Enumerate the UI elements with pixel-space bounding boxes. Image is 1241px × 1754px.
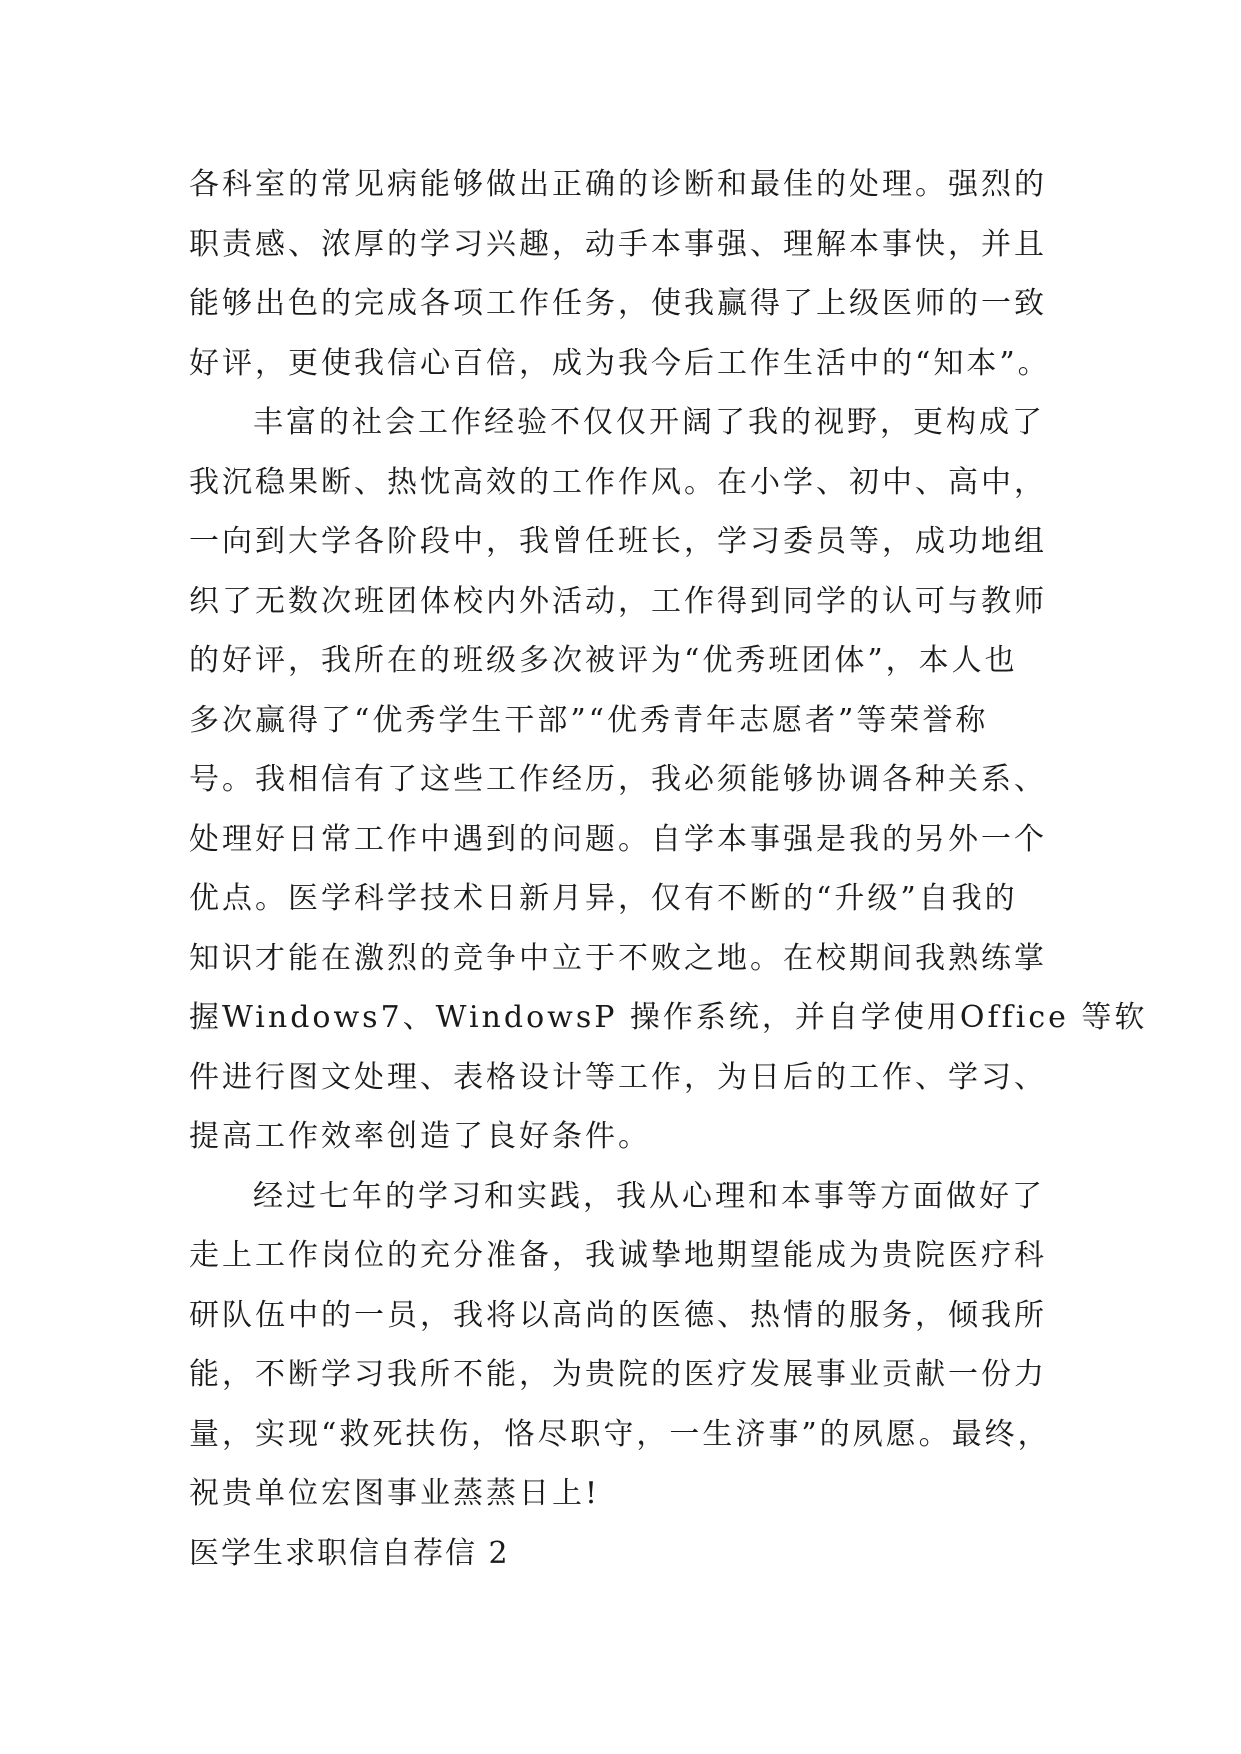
body-line: 多次赢得了“优秀学生干部”“优秀青年志愿者”等荣誉称 <box>189 702 989 738</box>
body-line: 量，实现“救死扶伤，恪尽职守，一生济事”的夙愿。最终， <box>189 1416 1051 1452</box>
body-line: 提高工作效率创造了良好条件。 <box>189 1119 651 1154</box>
body-line: 优点。医学科学技术日新月异，仅有不断的“升级”自我的 <box>189 881 1018 916</box>
body-line: 织了无数次班团体校内外活动，工作得到同学的认可与教师 <box>189 583 1047 619</box>
body-line: 的好评，我所在的班级多次被评为“优秀班团体”，本人也 <box>189 643 1018 678</box>
body-line: 知识才能在激烈的竞争中立于不败之地。在校期间我熟练掌 <box>189 940 1047 976</box>
body-line: 件进行图文处理、表格设计等工作，为日后的工作、学习、 <box>189 1059 1047 1095</box>
body-line: 职责感、浓厚的学习兴趣，动手本事强、理解本事快，并且 <box>189 226 1047 262</box>
paragraph-first-line: 丰富的社会工作经验不仅仅开阔了我的视野，更构成了 <box>253 405 1045 440</box>
paragraph-first-line: 经过七年的学习和实践，我从心理和本事等方面做好了 <box>253 1178 1045 1214</box>
document-body <box>189 155 1148 1583</box>
section-heading: 医学生求职信自荐信 2 <box>189 1535 510 1571</box>
body-line: 能，不断学习我所不能，为贵院的医疗发展事业贡献一份力 <box>189 1357 1047 1392</box>
body-line: 走上工作岗位的充分准备，我诚挚地期望能成为贵院医疗科 <box>189 1238 1047 1273</box>
body-line: 一向到大学各阶段中，我曾任班长，学习委员等，成功地组 <box>189 524 1047 559</box>
body-line: 能够出色的完成各项工作任务，使我赢得了上级医师的一致 <box>189 286 1047 321</box>
body-line: 号。我相信有了这些工作经历，我必须能够协调各种关系、 <box>189 762 1047 797</box>
body-line: 好评，更使我信心百倍，成为我今后工作生活中的“知本”。 <box>189 345 1051 381</box>
body-line: 握Windows7、WindowsP 操作系统，并自学使用Office 等软 <box>189 1000 1148 1035</box>
body-line: 祝贵单位宏图事业蒸蒸日上! <box>189 1476 601 1511</box>
body-line: 处理好日常工作中遇到的问题。自学本事强是我的另外一个 <box>189 821 1047 857</box>
body-line: 研队伍中的一员，我将以高尚的医德、热情的服务，倾我所 <box>189 1297 1047 1333</box>
body-line: 我沉稳果断、热忱高效的工作作风。在小学、初中、高中， <box>189 464 1047 500</box>
body-line: 各科室的常见病能够做出正确的诊断和最佳的处理。强烈的 <box>189 167 1047 202</box>
